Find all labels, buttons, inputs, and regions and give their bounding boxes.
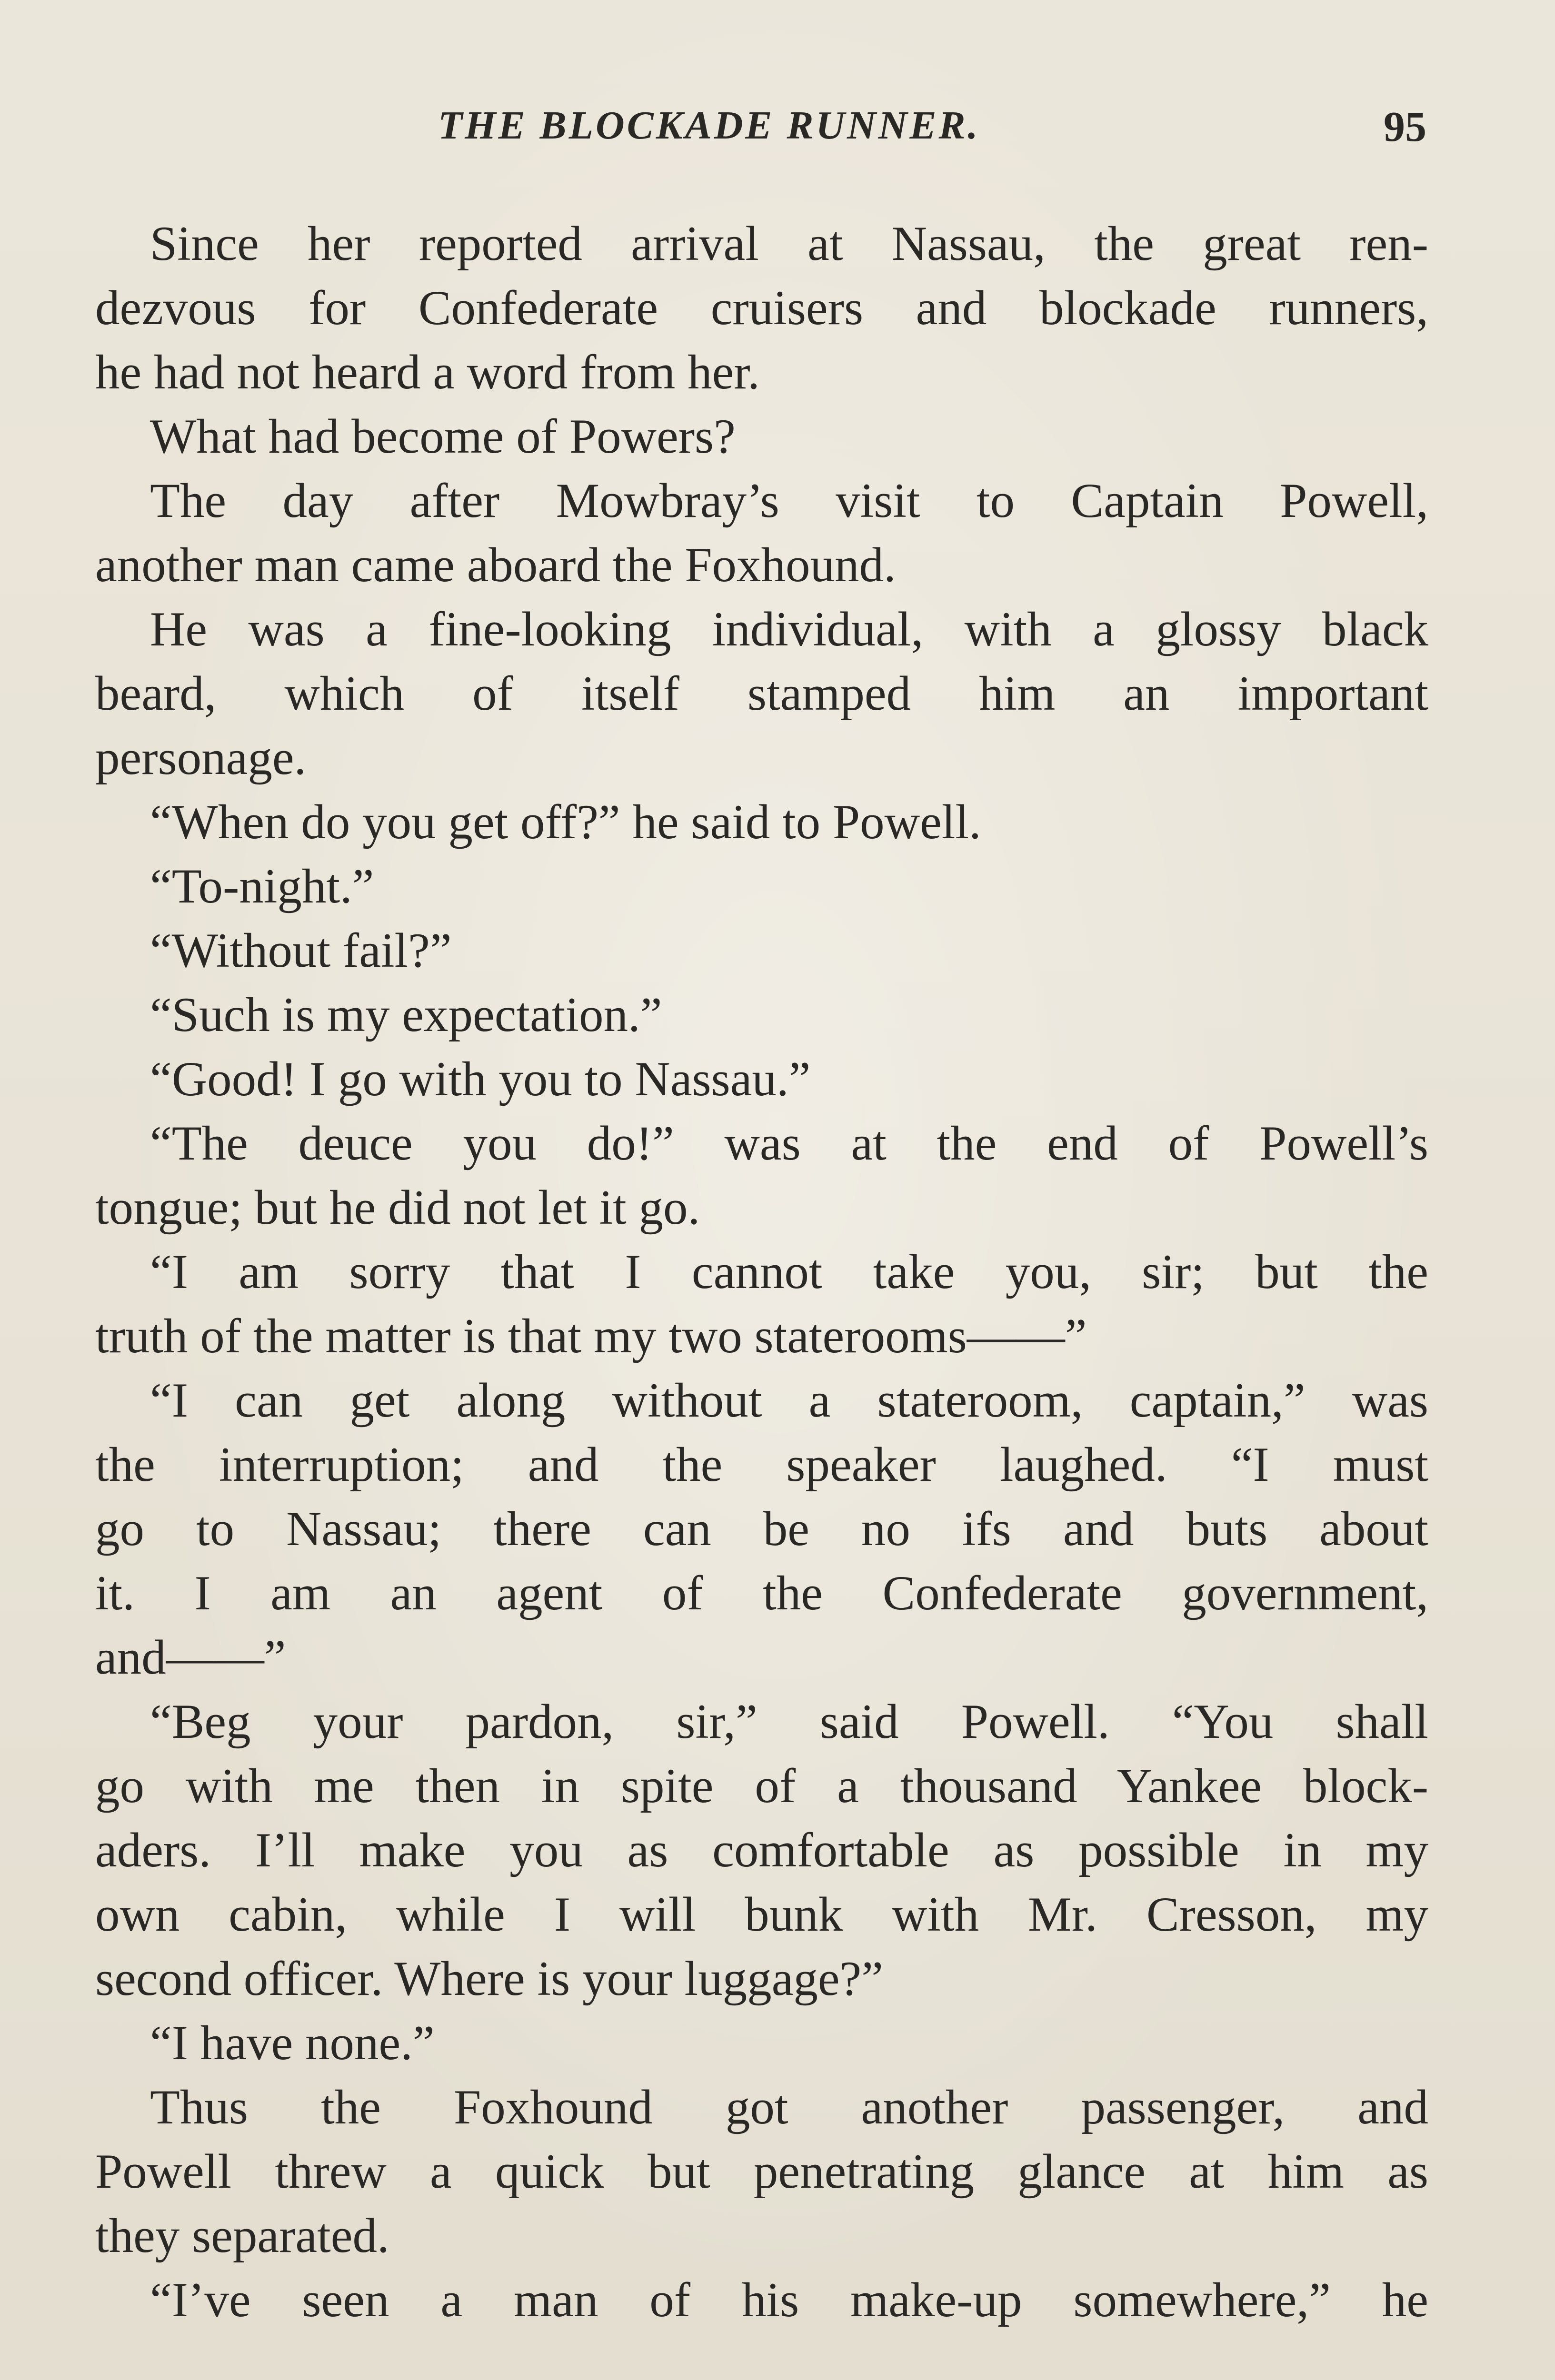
text-line: “Such is my expectation.”: [150, 988, 662, 1042]
text-line: Powell threw a quick but penetrating glance at him as: [95, 2144, 1428, 2199]
text-line: own cabin, while I will bunk with Mr. Cresson, my: [95, 1887, 1428, 1942]
text-line: The day after Mowbray’s visit to Captain Powell,: [150, 474, 1428, 528]
text-line: they separated.: [95, 2209, 389, 2263]
text-line: He was a fine-looking individual, with a glossy black: [150, 602, 1428, 656]
text-line: “To-night.”: [150, 859, 374, 913]
text-line: “I am sorry that I cannot take you, sir; but the: [150, 1245, 1428, 1299]
text-line: “I can get along without a stateroom, captain,” was: [150, 1373, 1428, 1428]
text-line: Since her reported arrival at Nassau, the great ren-: [150, 217, 1428, 271]
text-line: second officer. Where is your luggage?”: [95, 1952, 883, 2006]
text-line: beard, which of itself stamped him an important: [95, 666, 1428, 721]
text-line: “Without fail?”: [150, 923, 452, 978]
text-line: What had become of Powers?: [150, 409, 736, 464]
page-number: 95: [1384, 103, 1426, 150]
text-line: another man came aboard the Foxhound.: [95, 538, 896, 592]
text-line: “Beg your pardon, sir,” said Powell. “You shall: [150, 1695, 1428, 1749]
text-line: truth of the matter is that my two staterooms——”: [95, 1309, 1087, 1363]
text-line: go to Nassau; there can be no ifs and buts about: [95, 1502, 1428, 1556]
text-line: “When do you get off?” he said to Powell.: [150, 795, 981, 849]
text-line: tongue; but he did not let it go.: [95, 1180, 700, 1235]
text-line: go with me then in spite of a thousand Yankee block-: [95, 1759, 1428, 1813]
text-line: “I have none.”: [150, 2016, 435, 2070]
running-title: THE BLOCKADE RUNNER.: [438, 103, 980, 148]
text-line: he had not heard a word from her.: [95, 345, 760, 399]
text-line: the interruption; and the speaker laughed. “I must: [95, 1438, 1428, 1492]
text-line: personage.: [95, 731, 307, 785]
text-line: “Good! I go with you to Nassau.”: [150, 1052, 811, 1106]
text-line: aders. I’ll make you as comfortable as possible in my: [95, 1823, 1428, 1877]
text-line: it. I am an agent of the Confederate government,: [95, 1566, 1428, 1620]
text-line: dezvous for Confederate cruisers and blockade runners,: [95, 281, 1428, 335]
text-line: “I’ve seen a man of his make-up somewhere,” he: [150, 2273, 1428, 2327]
text-line: “The deuce you do!” was at the end of Powell’s: [150, 1116, 1428, 1170]
text-line: and——”: [95, 1630, 286, 1685]
text-line: Thus the Foxhound got another passenger, and: [150, 2080, 1428, 2134]
body-text: [95, 212, 1428, 2332]
